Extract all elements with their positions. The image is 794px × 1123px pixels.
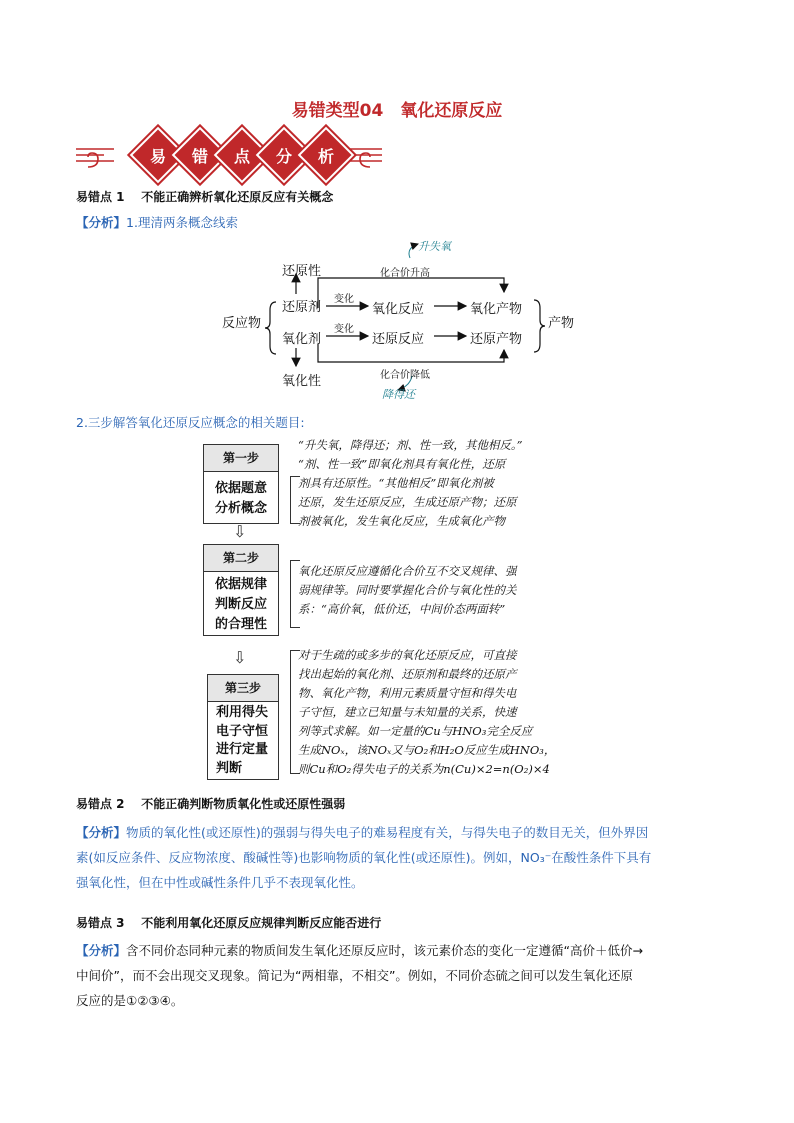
- point-2-title: 不能正确判断物质氧化性或还原性强弱: [141, 797, 346, 811]
- oxidation-product-label: 氧化产物: [470, 302, 523, 317]
- change-label-2: 变化: [334, 324, 354, 335]
- step-2-head: 第二步: [204, 545, 278, 572]
- step-1-body-line: 依据题意: [214, 481, 267, 496]
- step-2-body-line: 的合理性: [214, 617, 267, 632]
- oxidizability-label: 氧化性: [282, 374, 322, 389]
- concept-diagram: [222, 236, 592, 406]
- point-2-heading: [76, 795, 345, 812]
- step-3-body-line: 判断: [216, 760, 243, 776]
- step-3-box: [207, 674, 279, 780]
- step-2-body-line: 判断反应: [214, 597, 267, 612]
- step-1-text: “升失氧，降得还；剂、性一致，其他相反。” “剂、性一致”即氧化剂具有氧化性，还原 剂具有还原性。“其他相反”即氧化剂被 还原，发生还原反应，生成还原产物；还原 剂被氧化，发生氧化反应，生成氧化产物: [298, 438, 523, 528]
- banner-char-4: 分: [256, 127, 313, 184]
- reducibility-label: 还原性: [282, 264, 322, 279]
- banner-char-3: 点: [214, 127, 271, 184]
- point-3-title: 不能利用氧化还原反应规律判断反应能否进行: [141, 916, 382, 930]
- reducing-agent-label: 还原剂: [282, 300, 322, 315]
- reduction-product-label: 还原产物: [470, 332, 523, 347]
- valence-down-label: 化合价降低: [380, 370, 430, 381]
- point-1-heading: [76, 188, 333, 205]
- step-3-body-line: 进行定量: [216, 742, 269, 757]
- step-2-box: [203, 544, 279, 636]
- step-1-body-line: 分析概念: [214, 501, 267, 516]
- point-1-title: 不能正确辨析氧化还原反应有关概念: [141, 190, 334, 204]
- step-3-body-line: 利用得失: [216, 705, 269, 720]
- point-3-analysis: 【分析】含不同价态同种元素的物质间发生氧化还原反应时，该元素价态的变化一定遵循“高价＋低价→ 中间价”，而不会出现交叉现象。简记为“两相靠，不相交”。例如，不同价态硫之间可以发生氧化还原 反应的是①②③④。: [76, 943, 643, 1008]
- banner-char-5: 析: [298, 127, 355, 184]
- step-3-head: 第三步: [208, 675, 278, 702]
- down-arrow-icon: ⇩: [233, 522, 247, 541]
- point-1-label: 易错点 1: [76, 190, 125, 204]
- point-3-label: 易错点 3: [76, 916, 125, 930]
- down-arrow-icon: ⇩: [233, 648, 247, 667]
- point-2-analysis: 【分析】物质的氧化性(或还原性)的强弱与得失电子的难易程度有关，与得失电子的数目无关，但外界因 素(如反应条件、反应物浓度、酸碱性等)也影响物质的氧化性(或还原性)。例如，NO₃⁻在酸性条件下具有 强氧化性，但在中性或碱性条件几乎不表现氧化性。: [76, 825, 652, 890]
- step-3-text: 对于生疏的或多步的氧化还原反应，可直接 找出起始的氧化剂、还原剂和最终的还原产 物、氧化产物，利用元素质量守恒和得失电 子守恒，建立已知量与未知量的关系，快速 列等式求解。如一定量的Cu与HNO₃完全反应 生成NOₓ，该NOₓ又与O₂和H₂O反应生成HNO₃， 则Cu和O₂得失电子的关系为n(Cu)×2=n(O₂)×4: [298, 648, 556, 776]
- change-label-1: 变化: [334, 294, 354, 305]
- page-title: 易错类型04 氧化还原反应: [291, 101, 503, 121]
- section-banner: [74, 133, 384, 177]
- step-2-body-line: 依据规律: [214, 577, 267, 592]
- note-up: 升失氧: [418, 240, 451, 253]
- valence-up-label: 化合价升高: [380, 268, 430, 279]
- step-1-box: [203, 444, 279, 524]
- banner-char-1: 易: [130, 127, 187, 184]
- reduction-reaction-label: 还原反应: [372, 332, 425, 347]
- product-label: 产物: [548, 316, 575, 331]
- point-1-sub2: 2.三步解答氧化还原反应概念的相关题目:: [76, 415, 305, 430]
- banner-char-2: 错: [172, 127, 229, 184]
- point-1-sub1: 【分析】1.理清两条概念线索: [76, 215, 238, 230]
- step-1-head: 第一步: [204, 445, 278, 472]
- oxidation-reaction-label: 氧化反应: [372, 302, 425, 317]
- oxidizing-agent-label: 氧化剂: [282, 332, 322, 347]
- note-down: 降得还: [382, 388, 415, 401]
- point-2-label: 易错点 2: [76, 797, 125, 811]
- step-3-body-line: 电子守恒: [216, 723, 269, 739]
- step-2-text: 氧化还原反应遵循化合价互不交叉规律、强 弱规律等。同时要掌握化合价与氧化性的关 系：“高价氧，低价还，中间价态两面转”: [298, 564, 517, 616]
- point-3-heading: [76, 914, 381, 931]
- reactant-label: 反应物: [222, 316, 262, 331]
